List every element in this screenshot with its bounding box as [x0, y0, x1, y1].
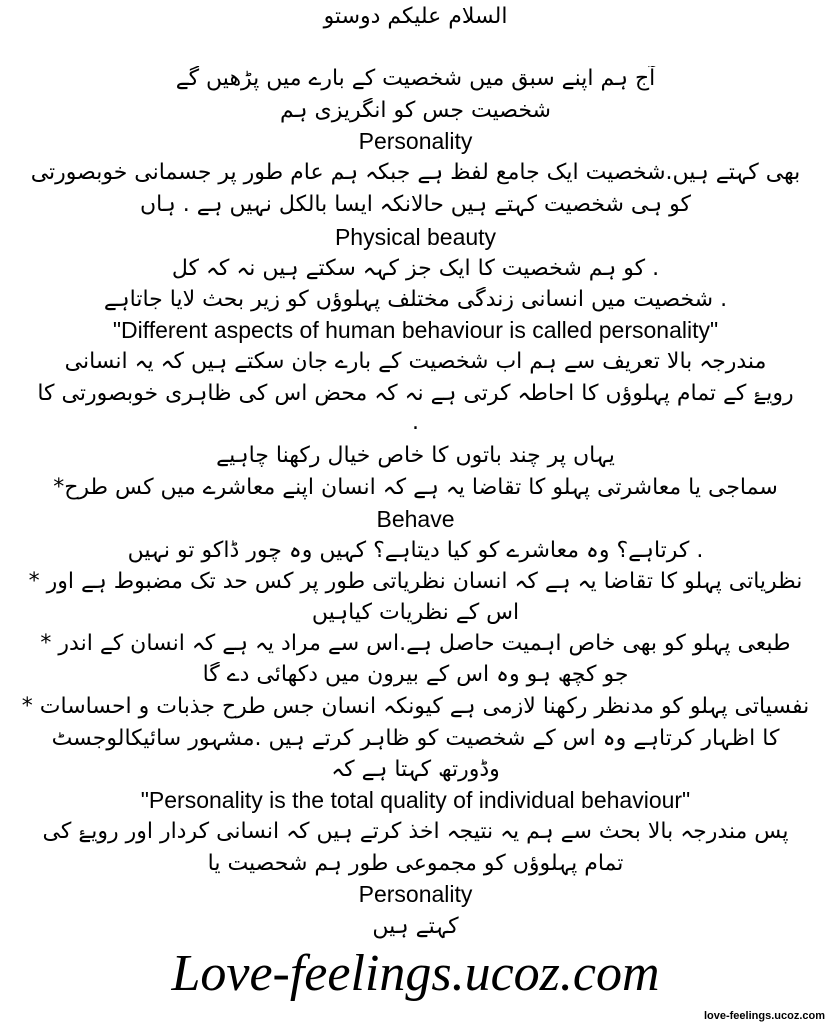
body-line-16: . کرتاہے؟ وہ معاشرے کو کیا دیتاہے؟ کہیں وہ چور ڈاکو تو نہیں [127, 538, 704, 563]
body-line-7: . کو ہم شخصیت کا ایک جز کہہ سکتے ہیں نہ کہ کل [171, 256, 660, 281]
body-line-27: Personality [358, 881, 473, 907]
body-line-4: بھی کہتے ہیں.شخصیت ایک جامع لفظ ہے جبکہ ہم عام طور پر جسمانی خوبصورتی [30, 160, 801, 185]
site-title: Love-feelings.ucoz.com [171, 945, 660, 1002]
body-line-13: یہاں پر چند باتوں کا خاص خیال رکھنا چاہیے [216, 443, 615, 468]
body-line-18: اس کے نظریات کیاہیں [311, 600, 520, 625]
body-line-3: Personality [358, 128, 473, 154]
body-line-1: آج ہم اپنے سبق میں شخصیت کے بارے میں پڑھیں گے [175, 66, 656, 91]
body-line-11: رویۓ کے تمام پہلوؤں کا احاطہ کرتی ہے نہ کہ محض اس کی ظاہری خوبصورتی کا [37, 381, 794, 406]
body-line-20: جو کچھ ہو وہ اس کے بیرون میں دکھائی دے گا [202, 662, 629, 687]
body-line-2: شخصیت جس کو انگریزی ہم [280, 98, 551, 123]
body-line-10: مندرجہ بالا تعریف سے ہم اب شخصیت کے بارے جان سکتے ہیں کہ یہ انسانی [64, 349, 767, 374]
body-line-8: . شخصیت میں انسانی زندگی مختلف پہلوؤں کو زیر بحث لایا جاتاہے [103, 287, 728, 312]
body-line-14: سماجی یا معاشرتی پہلو کا تقاضا یہ ہے کہ انسان اپنے معاشرے میں کس طرح* [53, 475, 778, 500]
body-line-26: تمام پہلوؤں کو مجموعی طور ہم شحصیت یا [207, 851, 624, 876]
body-line-22: کا اظہار کرتاہے وہ اس کے شخصیت کو ظاہر کرتے ہیں .مشہور سائیکالوجسٹ [51, 726, 780, 751]
body-line-6: Physical beauty [334, 224, 497, 250]
body-line-12: . [412, 410, 419, 435]
body-line-23: وڈورتھ کہتا ہے کہ [331, 757, 500, 782]
body-line-5: کو ہی شخصیت کہتے ہیں حالانکہ ایسا بالکل نہیں ہے . ہاں [140, 192, 691, 217]
body-line-15: Behave [376, 506, 455, 532]
body-line-24: "Personality is the total quality of individual behaviour" [140, 787, 691, 813]
body-line-17: نظریاتی پہلو کا تقاضا یہ ہے کہ انسان نظریاتی طور پر کس حد تک مضبوط ہے اور * [28, 569, 803, 594]
greeting-line: السلام علیکم دوستو [323, 4, 508, 29]
body-line-25: پس مندرجہ بالا بحث سے ہم یہ نتیجہ اخذ کرتے ہیں کہ انسانی کردار اور رویۓ کی [42, 819, 789, 844]
body-line-28: کہتے ہیں [372, 914, 459, 939]
watermark-text: love-feelings.ucoz.com [703, 1010, 825, 1022]
body-line-19: طبعی پہلو کو بھی خاص اہمیت حاصل ہے.اس سے مراد یہ ہے کہ انسان کے اندر * [40, 631, 791, 656]
body-line-21: نفسیاتی پہلو کو مدنظر رکھنا لازمی ہے کیونکہ انسان جس طرح جذبات و احساسات * [21, 694, 810, 719]
body-line-9: "Different aspects of human behaviour is called personality" [112, 317, 719, 343]
